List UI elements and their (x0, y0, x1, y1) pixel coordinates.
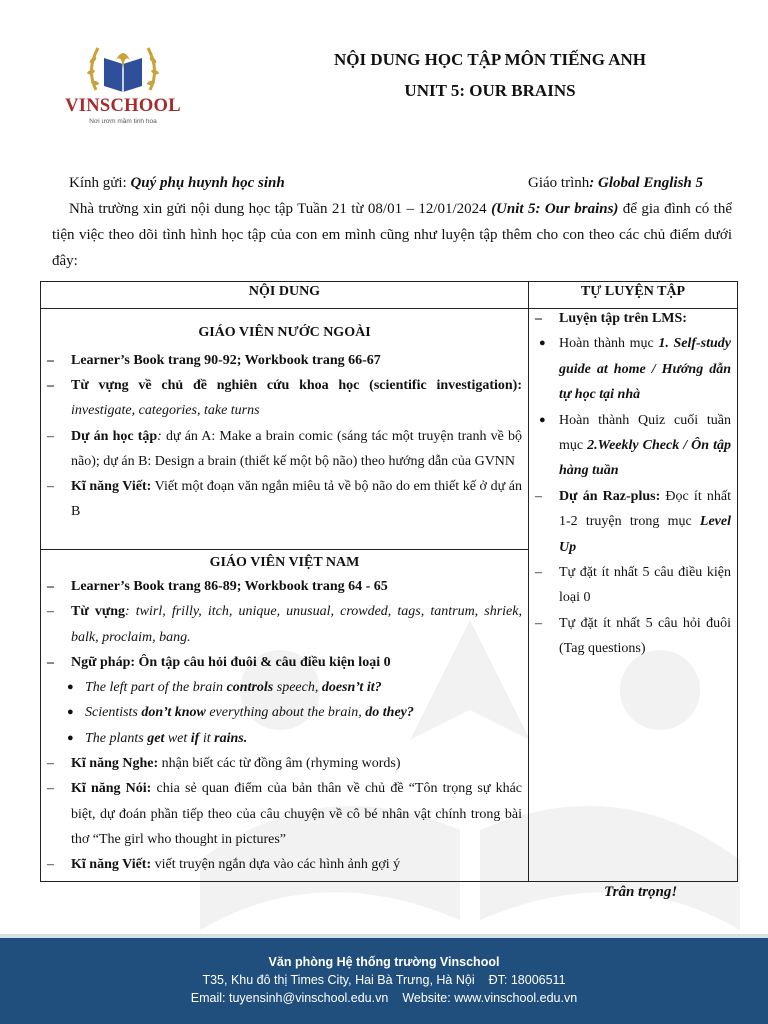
foreign-teacher-section (47, 322, 522, 524)
footer-website[interactable]: Website: www.vinschool.edu.vn (402, 991, 578, 1005)
list-item: – Dự án Raz-plus: Đọc ít nhất 1-2 truyện trong mục Level Up (535, 488, 731, 555)
column-header-content: NỘI DUNG (248, 284, 321, 299)
footer (0, 938, 768, 1024)
laurel-book-icon (84, 40, 162, 98)
footer-online (0, 991, 768, 1005)
footer-contact: T35, Khu đô thị Times City, Hai Bà Trưng, Hà Nội ĐT: 18006511 (202, 973, 566, 987)
textbook-label: Giáo trình (528, 175, 590, 191)
list-item: ● Hoàn thành mục 1. Self-study guide at home / Hướng dẫn tự học tại nhà (539, 336, 731, 403)
logo-name: VINSCHOOL (65, 96, 181, 116)
list-item: – Kĩ năng Nói: chia sẻ quan điểm của bản thân về chủ đề “Tôn trọng sự khác biệt, dự đoán phần tiếp theo của câu chuyện về cô bé nhân vật chính trong bài thơ “The girl who thought in pictures” (47, 781, 522, 847)
closing-signoff: Trân trọng! (604, 884, 678, 900)
footer-office: Văn phòng Hệ thống trường Vinschool (268, 955, 500, 969)
intro-unit: (Unit 5: Our brains) (491, 201, 619, 217)
list-item: – Dự án học tập: dự án A: Make a brain comic (sáng tác một truyện tranh về bộ não); dự án B: Design a brain (thiết kế một bộ não) theo hướng dẫn của GVNN (47, 428, 522, 469)
list-item: – Kĩ năng Viết: Viết một đoạn văn ngắn miêu tả về bộ não do em thiết kế ở dự án B (47, 479, 522, 520)
salutation (69, 170, 285, 196)
salutation-label: Kính gửi: (69, 175, 131, 191)
textbook (528, 170, 703, 196)
content-table (40, 281, 738, 882)
intro-text-c: để gia đình có thể tiện việc theo dõi tình hình học tập của con em mình cũng như luyện tập thêm cho con theo các chủ điểm dưới đây: (52, 201, 732, 269)
vinschool-logo (64, 40, 182, 132)
list-item: – Từ vựng về chủ đề nghiên cứu khoa học (scientific investigation): investigate, categories, take turns (47, 378, 522, 419)
example-sentence: ● The plants get wet if it rains. (67, 730, 248, 746)
list-item: – Từ vựng: twirl, frilly, itch, unique, unusual, crowded, tags, tantrum, shriek, balk, proclaim, bang. (47, 604, 522, 645)
footer-email[interactable]: Email: tuyensinh@vinschool.edu.vn (190, 991, 389, 1005)
page-title: NỘI DUNG HỌC TẬP MÔN TIẾNG ANH (333, 50, 647, 69)
vietnamese-teacher-title: GIÁO VIÊN VIỆT NAM (209, 555, 360, 570)
intro-text-a: Nhà trường xin gửi nội dung học tập Tuần 21 từ 08/01 – 12/01/2024 (69, 201, 492, 217)
footer-phone: ĐT: 18006511 (488, 973, 566, 987)
logo-tagline: Nơi ươm mầm tinh hoa (89, 118, 157, 125)
list-item: – Kĩ năng Viết: viết truyện ngắn dựa vào các hình ảnh gợi ý (47, 857, 401, 873)
list-item: – Learner’s Book trang 86-89; Workbook trang 64 - 65 (47, 579, 388, 594)
unit-title: UNIT 5: OUR BRAINS (404, 81, 576, 100)
list-item: – Ngữ pháp: Ôn tập câu hỏi đuôi & câu điều kiện loại 0 (47, 654, 391, 670)
foreign-teacher-title: GIÁO VIÊN NƯỚC NGOÀI (198, 325, 371, 340)
list-item: ● Hoàn thành Quiz cuối tuần mục 2.Weekly Check / Ôn tập hàng tuần (539, 412, 731, 479)
intro-paragraph (52, 196, 732, 274)
list-item: – Learner’s Book trang 90-92; Workbook trang 66-67 (47, 353, 381, 368)
salutation-recipient: Quý phụ huynh học sinh (130, 175, 285, 191)
list-item: – Luyện tập trên LMS: (535, 311, 687, 326)
list-item: – Kĩ năng Nghe: nhận biết các từ đồng âm (rhyming words) (47, 756, 401, 772)
example-sentence: ● The left part of the brain controls speech, doesn’t it? (67, 680, 382, 696)
vietnamese-teacher-section (47, 552, 522, 878)
column-header-self-study: TỰ LUYỆN TẬP (580, 284, 686, 299)
list-item: – Tự đặt ít nhất 5 câu hỏi đuôi (Tag questions) (535, 615, 731, 657)
textbook-name: : Global English 5 (589, 175, 704, 191)
list-item: – Tự đặt ít nhất 5 câu điều kiện loại 0 (535, 565, 731, 606)
self-study-column (535, 306, 731, 662)
example-sentence: ● Scientists don’t know everything about the brain, do they? (67, 705, 414, 721)
